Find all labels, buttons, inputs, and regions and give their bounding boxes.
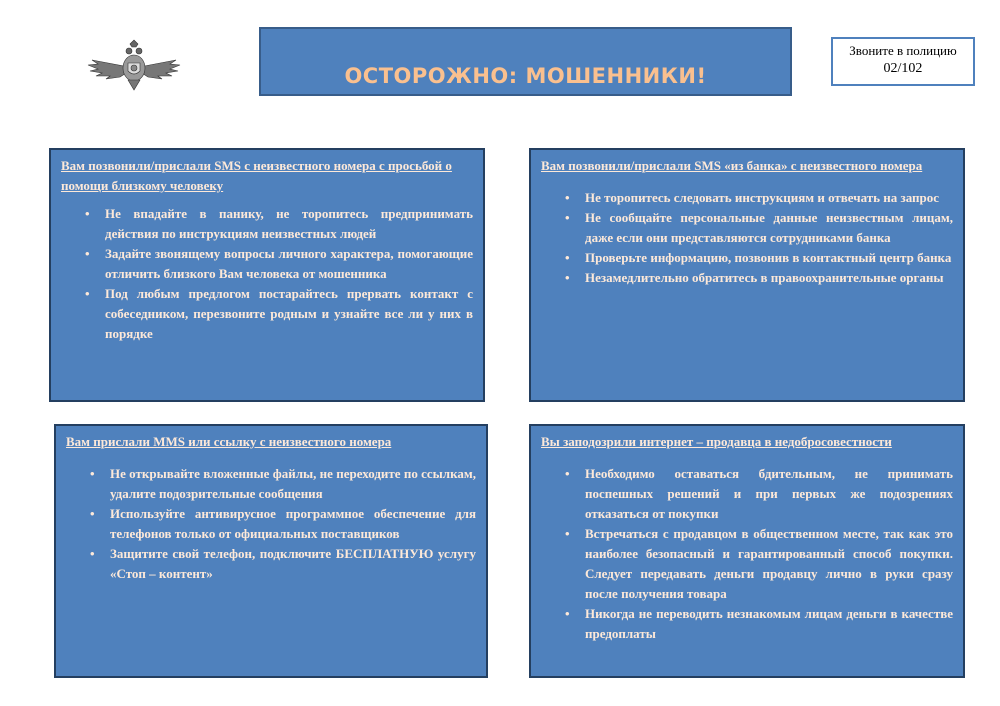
call-label: Звоните в полицию [849, 43, 957, 58]
list-item: • Не открывайте вложенные файлы, не переходите по ссылкам, удалите подозрительные сообщения [110, 464, 476, 504]
list-item: • Под любым предлогом постарайтесь прервать контакт с собеседником, перезвоните родным и узнайте все ли у них в порядке [105, 284, 473, 344]
list-item: • Не впадайте в панику, не торопитесь предпринимать действия по инструкциям неизвестных людей [105, 204, 473, 244]
page-title: ОСТОРОЖНО: МОШЕННИКИ! [344, 64, 707, 88]
list-item: • Не торопитесь следовать инструкциям и отвечать на запрос [585, 188, 953, 208]
advice-list [66, 464, 476, 584]
advice-list [541, 464, 953, 644]
list-item: • Незамедлительно обратитесь в правоохранительные органы [585, 268, 953, 288]
list-item: • Встречаться с продавцом в общественном месте, так как это наиболее безопасный и гарантированный способ покупки. Следует передавать деньги продавцу лично в руки сразу после получения товара [585, 524, 953, 604]
list-item: • Никогда не переводить незнакомым лицам деньги в качестве предоплаты [585, 604, 953, 644]
warning-banner [259, 27, 792, 96]
panel-heading: Вы заподозрили интернет – продавца в недобросовестности [541, 434, 892, 449]
panel-online-seller [529, 424, 965, 678]
list-item: • Не сообщайте персональные данные неизвестным лицам, даже если они представляются сотрудниками банка [585, 208, 953, 248]
list-item: • Задайте звонящему вопросы личного характера, помогающие отличить близкого Вам человека от мошенника [105, 244, 473, 284]
panel-relative-help [49, 148, 485, 402]
police-phone-number: 02/102 [883, 61, 923, 76]
police-emblem-icon [84, 38, 184, 94]
panel-heading: Вам позвонили/прислали SMS «из банка» с неизвестного номера [541, 158, 923, 173]
list-item: • Проверьте информацию, позвонив в контактный центр банка [585, 248, 953, 268]
advice-list [541, 188, 953, 288]
panel-heading: Вам позвонили/прислали SMS с неизвестного номера с просьбой о помощи близкому человеку [61, 158, 452, 193]
police-call-box [831, 37, 975, 86]
list-item: • Используйте антивирусное программное обеспечение для телефонов только от официальных поставщиков [110, 504, 476, 544]
list-item: • Защитите свой телефон, подключите БЕСПЛАТНУЮ услугу «Стоп – контент» [110, 544, 476, 584]
panel-heading: Вам прислали MMS или ссылку с неизвестного номера [66, 434, 392, 449]
panel-mms-link [54, 424, 488, 678]
advice-list [61, 204, 473, 344]
list-item: • Необходимо оставаться бдительным, не принимать поспешных решений и при первых же подозрениях отказаться от покупки [585, 464, 953, 524]
panel-bank-call [529, 148, 965, 402]
